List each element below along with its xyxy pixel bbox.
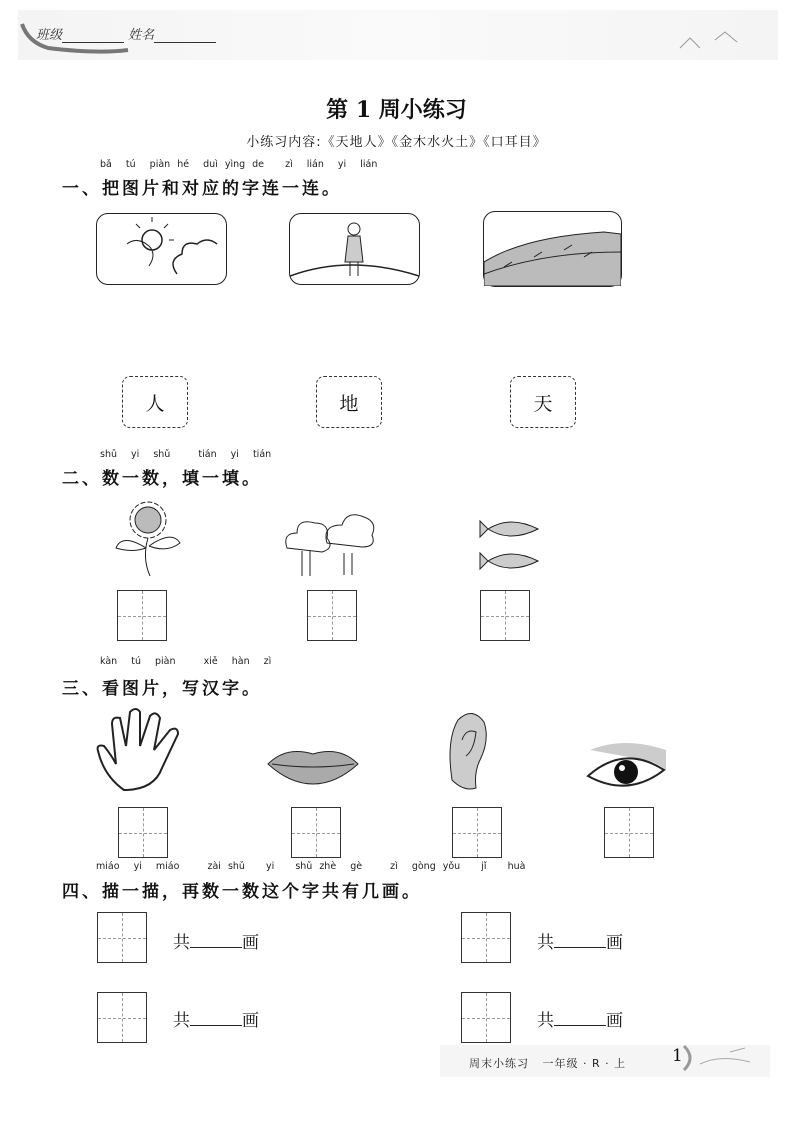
writing-grid[interactable] — [97, 912, 147, 963]
writing-grid[interactable] — [461, 912, 511, 963]
sky-picture[interactable] — [96, 213, 227, 285]
section-1-pinyin: bǎ tú piàn hé duì yìng de zì lián yi lián — [100, 159, 378, 170]
writing-grid[interactable] — [480, 590, 530, 641]
eye-picture — [584, 740, 670, 796]
answer-blank[interactable] — [554, 1011, 606, 1026]
stroke-count-answer: 共 画 — [537, 1011, 623, 1031]
section-4-pinyin: miáo yi miáo zài shǔ yi shǔ zhè gè zì gòng yǒu jǐ huà — [96, 861, 526, 872]
name-label: 姓名 — [128, 28, 155, 43]
grade-label: 一年级 · R · 上 — [542, 1057, 627, 1070]
section-3-heading: 三、看图片，写汉字。 — [62, 679, 262, 699]
writing-grid[interactable] — [97, 992, 147, 1043]
stroke-count-answer: 共 画 — [537, 933, 623, 953]
writing-grid[interactable] — [117, 590, 167, 641]
lips-picture — [266, 744, 360, 786]
section-4-heading: 四、描一描，再数一数这个字共有几画。 — [62, 882, 422, 902]
footer-text — [469, 1055, 626, 1071]
mountain-decoration — [675, 28, 755, 56]
writing-grid[interactable] — [604, 807, 654, 858]
section-2-pinyin: shǔ yi shǔ tián yi tián — [100, 449, 272, 460]
section-2-heading: 二、数一数，填一填。 — [62, 469, 262, 489]
writing-grid[interactable] — [461, 992, 511, 1043]
page-title: 第 1 周小练习 — [326, 97, 467, 123]
ear-picture — [444, 710, 492, 792]
writing-grid[interactable] — [307, 590, 357, 641]
class-label: 班级 — [36, 28, 63, 43]
class-field[interactable] — [62, 30, 124, 43]
answer-blank[interactable] — [190, 933, 242, 948]
stroke-count-answer: 共 画 — [173, 1011, 259, 1031]
section-3-pinyin: kàn tú piàn xiě hàn zì — [100, 656, 272, 667]
class-name-fields — [36, 24, 216, 43]
name-field[interactable] — [154, 30, 216, 43]
writing-grid[interactable] — [118, 807, 168, 858]
char-box-di[interactable]: 地 — [316, 376, 382, 428]
trees-picture — [282, 503, 377, 578]
flower-picture — [112, 498, 184, 578]
writing-grid[interactable] — [291, 807, 341, 858]
series-name: 周末小练习 — [469, 1057, 529, 1070]
subtitle: 小练习内容:《天地人》《金木水火土》《口耳目》 — [246, 135, 547, 150]
section-1-heading: 一、把图片和对应的字连一连。 — [62, 179, 342, 199]
person-picture[interactable] — [289, 213, 420, 285]
answer-blank[interactable] — [190, 1011, 242, 1026]
footer-decoration — [670, 1044, 770, 1074]
fish-picture — [478, 515, 543, 577]
land-picture[interactable] — [483, 211, 622, 287]
hand-picture — [94, 706, 194, 792]
char-box-tian[interactable]: 天 — [510, 376, 576, 428]
char-box-ren[interactable]: 人 — [122, 376, 188, 428]
answer-blank[interactable] — [554, 933, 606, 948]
page-number: 1 — [672, 1046, 683, 1066]
stroke-count-answer: 共 画 — [173, 933, 259, 953]
writing-grid[interactable] — [452, 807, 502, 858]
